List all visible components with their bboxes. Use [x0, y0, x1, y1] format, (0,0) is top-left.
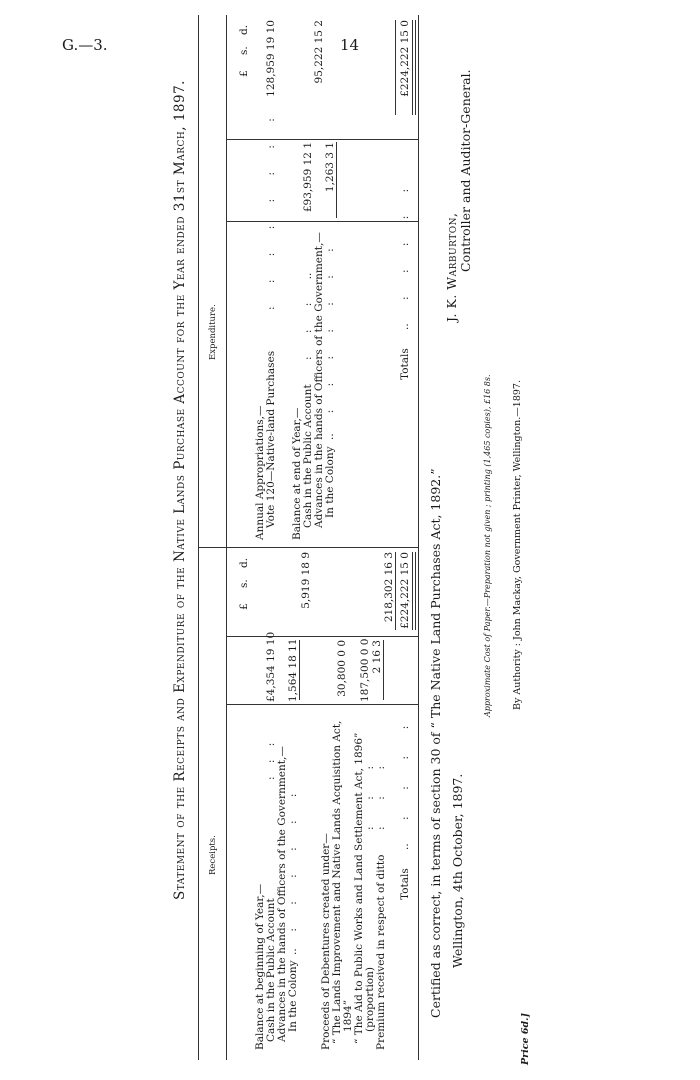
expenditure-cash-label: Cash in the Public Account: [302, 384, 314, 528]
authority-line: By Authority : John Mackay, Government Printer, Wellington.—1897.: [512, 380, 523, 710]
receipts-advances-label: Advances in the hands of Officers of the Government,—: [276, 746, 288, 1042]
table-center-divider: [198, 547, 418, 548]
total-rule: [395, 20, 396, 115]
signatory-title: Controller and Auditor-General.: [458, 69, 473, 272]
expenditure-pound-head: £: [238, 70, 250, 77]
grand-total-rule: [412, 20, 416, 115]
receipts-act1-line2: 1894”: [342, 999, 354, 1032]
signatory-name-text: J. K. Warburton,: [444, 212, 459, 322]
receipts-pence-head: d.: [238, 557, 250, 568]
receipts-act2-amount: 187,500 0 0: [359, 638, 371, 702]
receipts-pound-head: £: [238, 603, 250, 610]
receipts-balance-total: 5,919 18 9: [300, 552, 312, 609]
receipts-colony-amount: 1,564 18 11: [287, 638, 299, 702]
receipts-colony-label: In the Colony: [287, 960, 299, 1032]
receipts-premium-amount: 2 16 3: [371, 640, 383, 674]
expenditure-col-sep: [226, 221, 418, 222]
receipts-act2-line1: “ The Aid to Public Works and Land Settlement Act, 1896”: [353, 732, 365, 1044]
subtotal-rule: [299, 640, 300, 700]
expenditure-heading: Expenditure.: [208, 304, 218, 360]
receipts-act1-line1: “ The Lands Improvement and Native Lands Acquisition Act,: [331, 720, 343, 1044]
cost-note: Approximate Cost of Paper.—Preparation not given ; printing (1,465 copies), £16 8s.: [483, 374, 492, 717]
expenditure-cash-amount: £93,959 12 1: [302, 142, 314, 213]
expenditure-dots: .. : : : : :: [399, 188, 411, 330]
receipts-dots: .. : : : : : :: [287, 793, 299, 955]
expenditure-dots: : : : ..: [302, 272, 314, 360]
receipts-dots: : : :: [265, 742, 277, 780]
receipts-premium-label: Premium received in respect of ditto: [375, 854, 387, 1050]
expenditure-advances-label: Advances in the hands of Officers of the Government,—: [313, 232, 325, 528]
expenditure-col-sep: [226, 139, 418, 140]
place-date: Wellington, 4th October, 1897.: [450, 773, 465, 968]
receipts-shilling-head: s.: [238, 579, 250, 588]
price-note: Price 6d.]: [520, 1013, 531, 1065]
receipts-balance-heading: Balance at beginning of Year,—: [254, 883, 266, 1050]
table-head-rule: [226, 15, 227, 1060]
total-rule: [395, 552, 396, 630]
receipts-heading: Receipts.: [208, 835, 218, 875]
receipts-dots: .. : : : :: [399, 725, 411, 850]
receipts-totals-label: Totals: [399, 868, 411, 900]
subtotal-rule: [336, 142, 337, 218]
receipts-proceeds-heading: Proceeds of Debentures created under—: [320, 833, 332, 1050]
statement-title: Statement of the Receipts and Expenditure of the Native Lands Purchase Account for the Year ended 31st March, 1897.: [172, 80, 188, 900]
expenditure-dots: : : : : : : : :: [265, 118, 277, 310]
receipts-cash-amount: £4,354 19 10: [265, 631, 277, 702]
receipts-grand-total: £224,222 15 0: [399, 552, 411, 629]
expenditure-pence-head: d.: [238, 24, 250, 35]
expenditure-colony-label: In the Colony: [324, 446, 336, 518]
expenditure-vote-label: Vote 120—Native-land Purchases: [265, 350, 277, 528]
expenditure-totals-label: Totals: [399, 348, 411, 380]
expenditure-balance-total: 95,222 15 2: [313, 20, 325, 84]
subtotal-rule: [383, 640, 384, 700]
expenditure-dots: .. : : : : : : :: [324, 248, 336, 440]
expenditure-grand-total: £224,222 15 0: [399, 20, 411, 97]
signatory-name: [444, 213, 459, 322]
expenditure-appropriations-heading: Annual Appropriations,—: [254, 405, 266, 540]
page-series-code: G.—3.: [62, 36, 108, 54]
expenditure-vote-amount: 128,959 19 10: [265, 20, 277, 97]
receipts-act1-amount: 30,800 0 0: [336, 640, 348, 697]
receipts-act2-line2: (proportion): [364, 967, 376, 1032]
expenditure-shilling-head: s.: [238, 46, 250, 55]
receipts-col-sep: [226, 636, 418, 637]
expenditure-colony-amount: 1,263 3 1: [324, 142, 336, 193]
receipts-dots: : : :: [364, 765, 376, 830]
certification-text: Certified as correct, in terms of section 30 of “ The Native Land Purchases Act, 1892.”: [428, 468, 443, 1018]
table-top-rule: [198, 15, 199, 1060]
page-number: 14: [340, 36, 360, 54]
expenditure-balance-heading: Balance at end of Year,—: [291, 407, 303, 540]
receipts-cash-label: Cash in the Public Account: [265, 898, 277, 1042]
receipts-col-sep: [226, 704, 418, 705]
receipts-proceeds-total: 218,302 16 3: [383, 552, 395, 623]
grand-total-rule: [412, 552, 416, 630]
receipts-dots: : : :: [375, 765, 387, 830]
table-bottom-rule: [418, 15, 419, 1060]
